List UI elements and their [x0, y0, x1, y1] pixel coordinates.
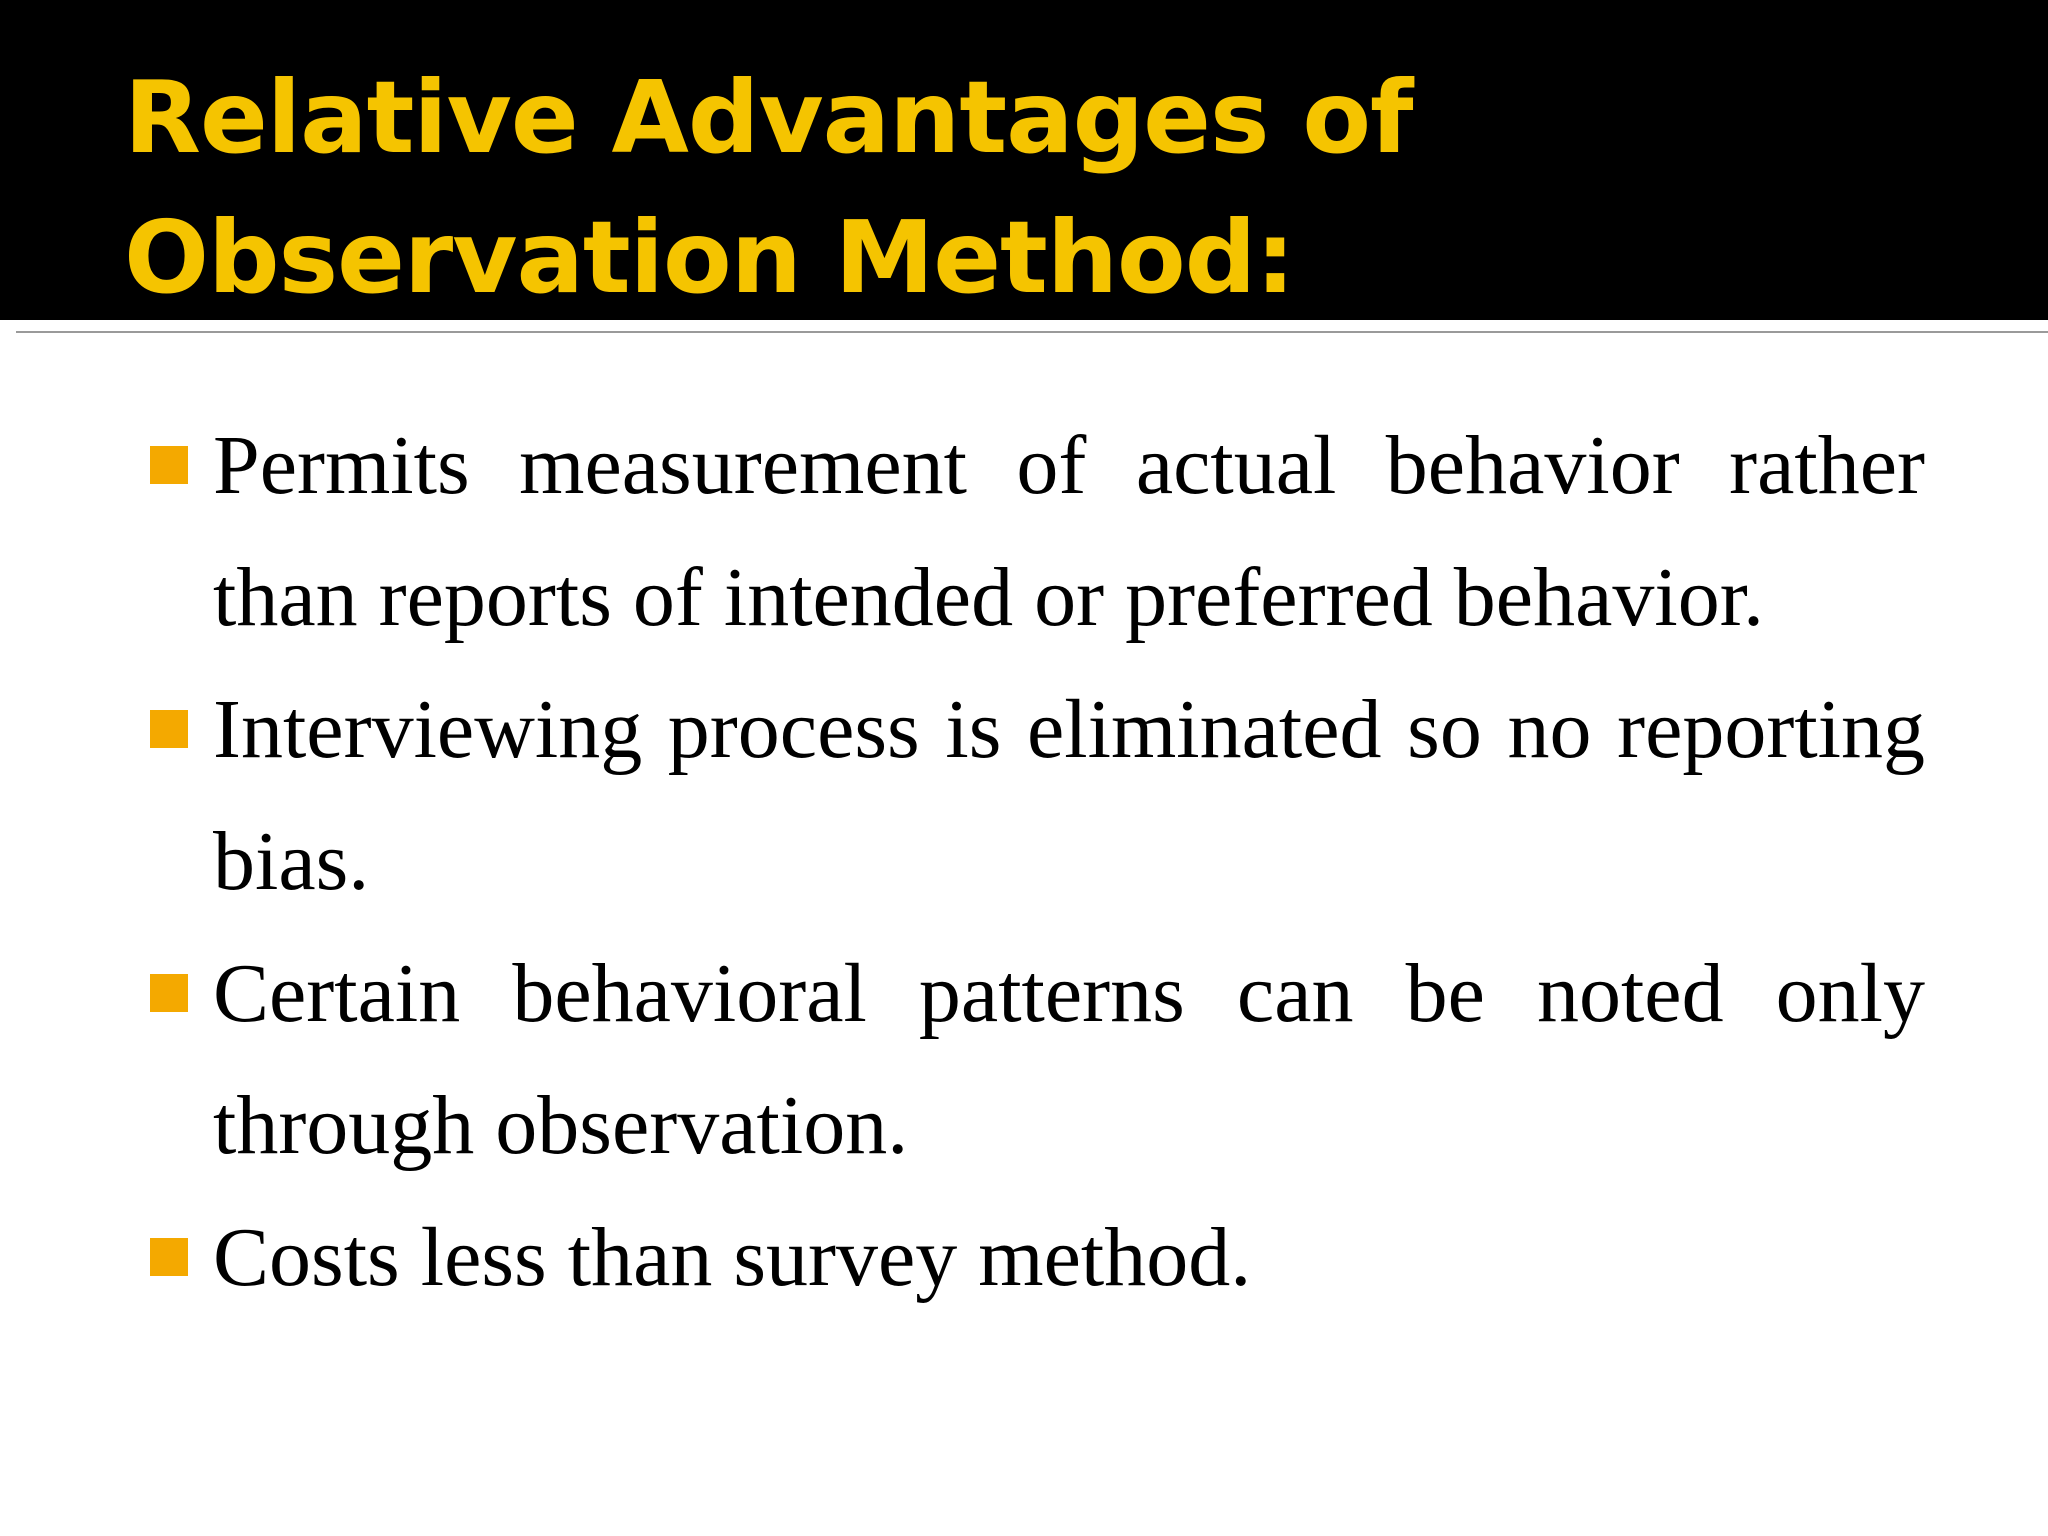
bullet-item-behavioral-patterns [0, 928, 2048, 1192]
bullet-text: Costs less than survey method. [213, 1211, 1252, 1304]
bullet-item-measurement [0, 400, 2048, 664]
square-bullet-icon [150, 710, 188, 748]
bullet-item-interviewing [0, 664, 2048, 928]
bullet-text: Permits measurement of actual behavior rather than reports of intended or preferred behavior. [213, 419, 1925, 644]
title-divider [16, 331, 2048, 333]
square-bullet-icon [150, 1238, 188, 1276]
slide-title: Relative Advantages of Observation Method: [124, 59, 1413, 316]
square-bullet-icon [150, 974, 188, 1012]
title-bar [0, 0, 2048, 320]
bullet-text: Certain behavioral patterns can be noted only through observation. [213, 947, 1925, 1172]
square-bullet-icon [150, 446, 188, 484]
bullet-text: Interviewing process is eliminated so no reporting bias. [213, 683, 1925, 908]
bullet-item-costs [0, 1192, 2048, 1324]
bullet-list [0, 400, 2048, 1324]
